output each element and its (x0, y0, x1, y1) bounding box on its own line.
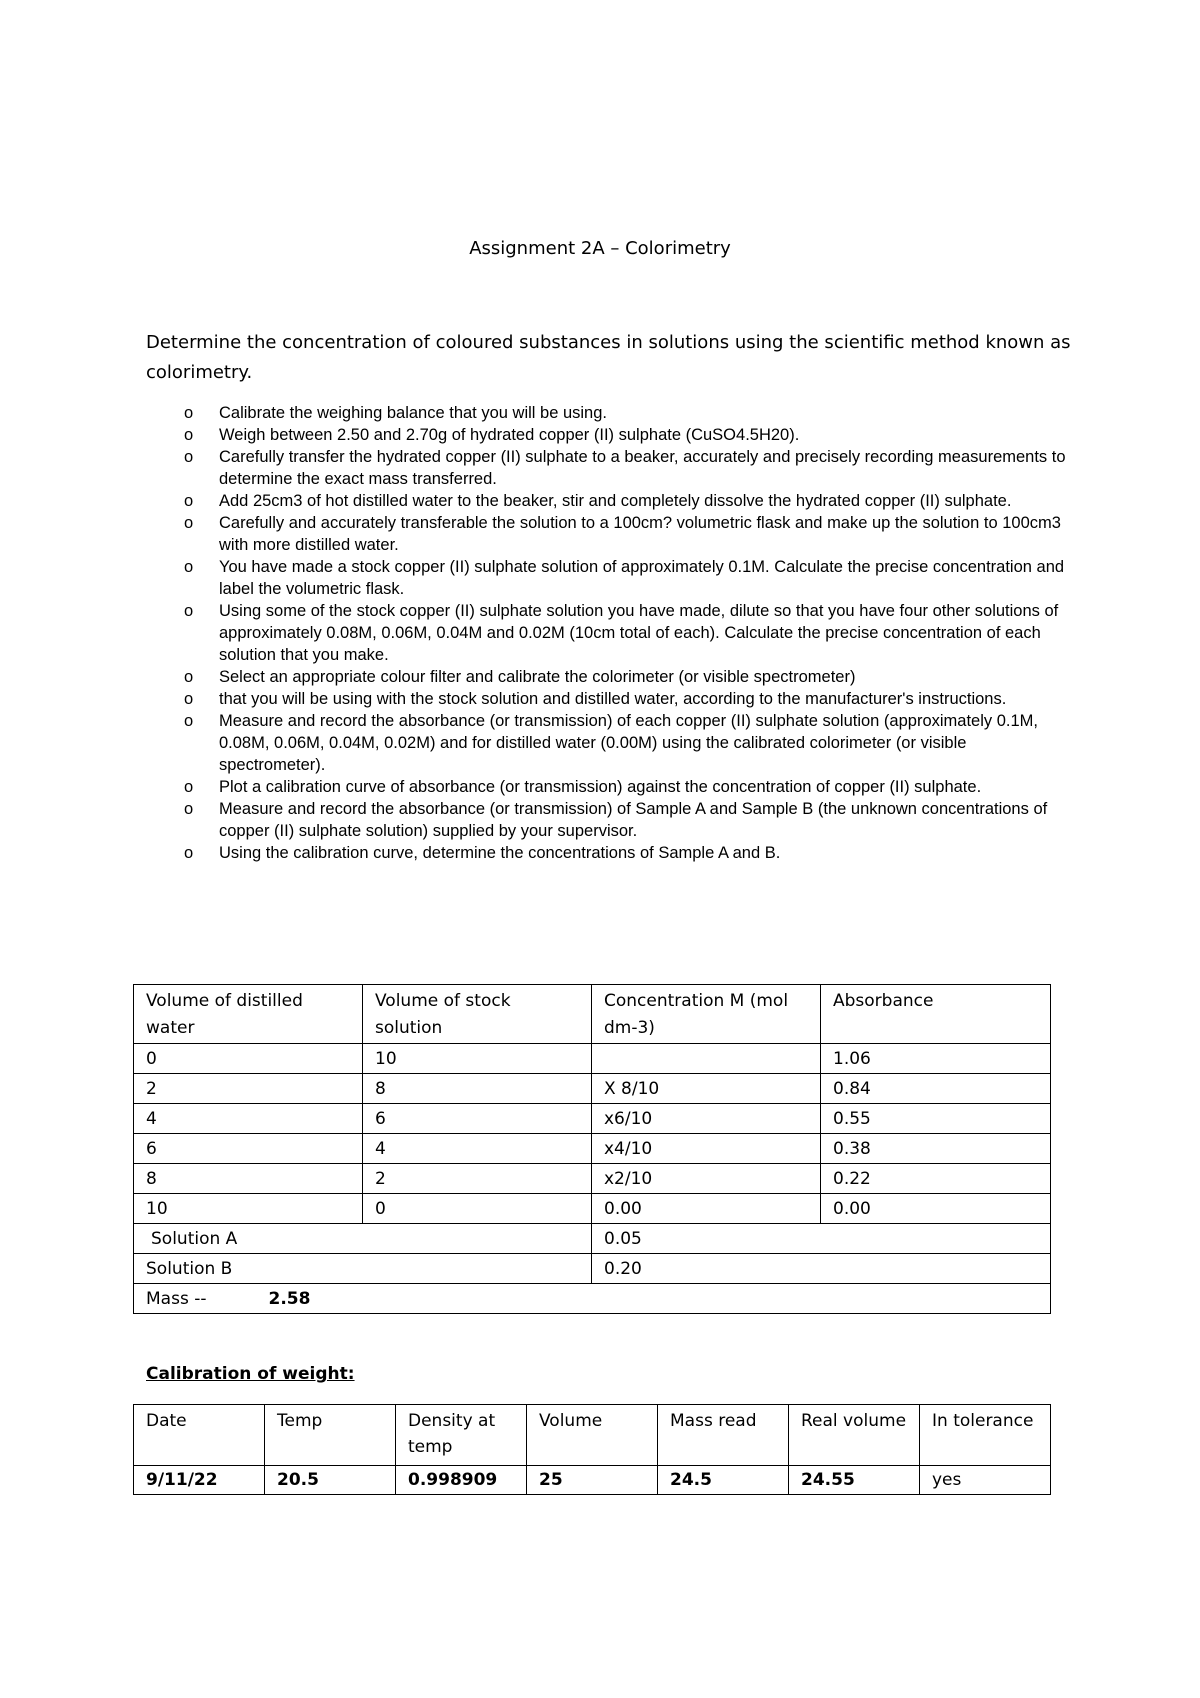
table-header-cell: Volume of distilled water (134, 985, 363, 1044)
bullet-icon: o (184, 448, 194, 466)
table-cell: 0 (134, 1044, 363, 1074)
procedure-step: o Using some of the stock copper (II) sulphate solution you have made, dilute so that you have four other solutions of approximately 0.08M, 0.06M, 0.04M and 0.02M (10cm total of each). Calculate the precise concentration of each solution that you make. (184, 602, 1059, 664)
bullet-icon: o (184, 514, 194, 532)
bullet-icon: o (184, 800, 194, 818)
procedure-step: o Calibrate the weighing balance that you will be using. (184, 404, 607, 422)
table-cell: 4 (134, 1104, 363, 1134)
mass-row (134, 1284, 1051, 1314)
table-row (134, 1164, 1051, 1194)
procedure-step: o Using the calibration curve, determine the concentrations of Sample A and B. (184, 844, 781, 862)
calibration-table-header (134, 1405, 1051, 1466)
table-cell: X 8/10 (592, 1074, 821, 1104)
intro-paragraph: Determine the concentration of coloured substances in solutions using the scientific method known as colorimetry. (146, 332, 1071, 383)
solution-b-value: 0.20 (592, 1254, 1051, 1284)
table-cell: 0.22 (821, 1164, 1051, 1194)
table-row (134, 1074, 1051, 1104)
table-header-cell: Absorbance (821, 985, 1051, 1044)
mass-value: 2.58 (268, 1289, 311, 1309)
table-header-cell: Real volume (789, 1405, 920, 1466)
table-row (134, 1104, 1051, 1134)
bullet-icon: o (184, 404, 194, 422)
table-cell: 1.06 (821, 1044, 1051, 1074)
table-cell: 0.84 (821, 1074, 1051, 1104)
table-cell: 10 (363, 1044, 592, 1074)
table-cell: 2 (134, 1074, 363, 1104)
solution-a-row (134, 1224, 1051, 1254)
table-cell: 8 (134, 1164, 363, 1194)
table-cell: 25 (527, 1466, 658, 1495)
calibration-table (133, 1404, 1051, 1495)
table-cell: 0.00 (592, 1194, 821, 1224)
table-cell: x6/10 (592, 1104, 821, 1134)
procedure-step: o Carefully and accurately transferable the solution to a 100cm? volumetric flask and make up the solution to 100cm3 with more distilled water. (184, 514, 1061, 554)
table-cell: 0.38 (821, 1134, 1051, 1164)
table-row (134, 1134, 1051, 1164)
mass-cell (134, 1284, 1051, 1314)
bullet-icon: o (184, 690, 194, 708)
procedure-step: o Add 25cm3 of hot distilled water to the beaker, stir and completely dissolve the hydrated copper (II) sulphate. (184, 492, 1012, 510)
document-title: Assignment 2A – Colorimetry (469, 238, 731, 259)
procedure-step: o Weigh between 2.50 and 2.70g of hydrated copper (II) sulphate (CuSO4.5H20). (184, 426, 800, 444)
table-cell: 20.5 (265, 1466, 396, 1495)
table-cell: 4 (363, 1134, 592, 1164)
table-header-cell: Volume (527, 1405, 658, 1466)
table-cell: 24.55 (789, 1466, 920, 1495)
table-header-cell: In tolerance (920, 1405, 1051, 1466)
procedure-step: o that you will be using with the stock solution and distilled water, according to the manufacturer's instructions. (184, 690, 1007, 708)
table-header-cell: Volume of stock solution (363, 985, 592, 1044)
calibration-heading: Calibration of weight: (146, 1364, 355, 1384)
bullet-icon: o (184, 668, 194, 686)
table-cell: yes (920, 1466, 1051, 1495)
table-cell (592, 1044, 821, 1074)
table-cell: 0.00 (821, 1194, 1051, 1224)
bullet-icon: o (184, 602, 194, 620)
solution-b-row (134, 1254, 1051, 1284)
table-cell: x2/10 (592, 1164, 821, 1194)
solution-a-label: Solution A (134, 1224, 592, 1254)
table-cell: 6 (363, 1104, 592, 1134)
table-cell: 0.55 (821, 1104, 1051, 1134)
table-cell: 2 (363, 1164, 592, 1194)
table-header-cell: Density at temp (396, 1405, 527, 1466)
table-cell: 8 (363, 1074, 592, 1104)
bullet-icon: o (184, 426, 194, 444)
bullet-icon: o (184, 712, 194, 730)
bullet-icon: o (184, 492, 194, 510)
table-row (134, 1044, 1051, 1074)
procedure-step: o Carefully transfer the hydrated copper (II) sulphate to a beaker, accurately and precisely recording measurements to determine the exact mass transferred. (184, 448, 1066, 488)
table-cell: 9/11/22 (134, 1466, 265, 1495)
table-cell: 24.5 (658, 1466, 789, 1495)
table-header-cell: Temp (265, 1405, 396, 1466)
solution-a-value: 0.05 (592, 1224, 1051, 1254)
table-header-cell: Date (134, 1405, 265, 1466)
dilution-table (133, 984, 1051, 1314)
solution-b-label: Solution B (134, 1254, 592, 1284)
bullet-icon: o (184, 844, 194, 862)
table-cell: 10 (134, 1194, 363, 1224)
table-row (134, 1466, 1051, 1495)
table-header-cell: Mass read (658, 1405, 789, 1466)
procedure-step: o Plot a calibration curve of absorbance (or transmission) against the concentration of copper (II) sulphate. (184, 778, 982, 796)
bullet-icon: o (184, 778, 194, 796)
table-cell: x4/10 (592, 1134, 821, 1164)
procedure-step: o Select an appropriate colour filter and calibrate the colorimeter (or visible spectrometer) (184, 668, 856, 686)
bullet-icon: o (184, 558, 194, 576)
table-header-cell: Concentration M (mol dm-3) (592, 985, 821, 1044)
table-cell: 0.998909 (396, 1466, 527, 1495)
procedure-step: o You have made a stock copper (II) sulphate solution of approximately 0.1M. Calculate the precise concentration and label the volumetric flask. (184, 558, 1065, 598)
procedure-step: o Measure and record the absorbance (or transmission) of Sample A and Sample B (the unknown concentrations of copper (II) sulphate solution) supplied by your supervisor. (184, 800, 1048, 840)
procedure-list (180, 402, 1070, 864)
table-cell: 6 (134, 1134, 363, 1164)
table-cell: 0 (363, 1194, 592, 1224)
mass-label: Mass -- (146, 1289, 207, 1309)
dilution-table-header (134, 985, 1051, 1044)
procedure-step: o Measure and record the absorbance (or transmission) of each copper (II) sulphate solution (approximately 0.1M, 0.08M, 0.06M, 0.04M, 0.02M) and for distilled water (0.00M) using the calibrated colorimeter (or visible spectrometer). (184, 712, 1038, 774)
table-row (134, 1194, 1051, 1224)
